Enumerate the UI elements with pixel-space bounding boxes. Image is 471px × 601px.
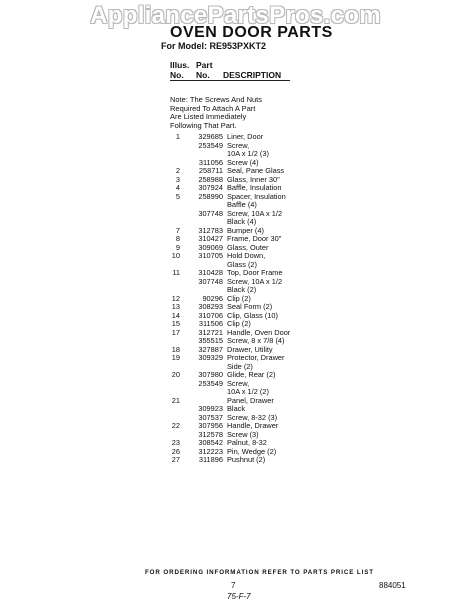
part-description: Glass (2) [227, 259, 257, 269]
part-number: 307748 [198, 276, 223, 286]
note-line: Following That Part. [170, 120, 237, 130]
part-description: Black (2) [227, 285, 257, 294]
part-number: 258988 [198, 174, 223, 184]
illus-number: 2 [175, 166, 180, 175]
part-description: Glass, Outer [227, 242, 269, 252]
part-number: 329685 [198, 132, 223, 141]
part-description: Panel, Drawer [227, 395, 274, 405]
illus-number: 12 [171, 293, 180, 303]
illus-number: 8 [175, 234, 180, 243]
part-description: Screw, [227, 378, 250, 388]
part-number: 310428 [198, 268, 223, 277]
note-block [170, 96, 290, 130]
part-number: 258711 [198, 166, 223, 175]
illus-number: 11 [172, 268, 180, 277]
page-title: OVEN DOOR PARTS [170, 24, 333, 41]
illus-number: 7 [175, 225, 180, 235]
header-illus-line1: Illus. [170, 60, 190, 70]
illus-number [170, 278, 180, 287]
part-description: Screw, 8-32 (3) [227, 412, 278, 422]
header-description: DESCRIPTION [223, 70, 282, 80]
illus-number: 14 [171, 310, 180, 320]
part-description: Glide, Rear (2) [227, 370, 276, 379]
part-description: Drawer, Utility [227, 344, 273, 354]
part-number: 307980 [198, 370, 223, 379]
part-description: Glass, Inner 30" [227, 174, 280, 184]
illus-number: 5 [175, 191, 180, 201]
part-number: 310706 [198, 310, 223, 320]
part-number: 307956 [198, 421, 223, 430]
illus-number: 15 [171, 319, 180, 328]
illus-number: 20 [171, 370, 180, 379]
page-number: 7 [231, 581, 236, 590]
illus-number [170, 201, 180, 210]
header-illus-line2: No. [170, 70, 184, 80]
part-description: Clip (2) [227, 319, 251, 328]
part-number: 309923 [198, 404, 223, 413]
part-description: Seal, Pane Glass [227, 166, 285, 175]
illus-number [170, 142, 180, 151]
part-description: Handle, Drawer [227, 421, 279, 430]
illus-number: 9 [175, 242, 180, 252]
part-description: Palnut, 8-32 [227, 438, 267, 447]
header-part-line1: Part [196, 60, 213, 70]
illus-number: 19 [171, 353, 180, 362]
illus-number: 4 [175, 183, 180, 192]
handwritten-code: 75-F-7 [227, 592, 251, 601]
part-description: Clip, Glass (10) [227, 310, 278, 320]
part-description: Screw, [227, 140, 250, 150]
document-number: 884051 [379, 581, 406, 590]
part-number: 311896 [198, 455, 223, 464]
part-description: Black (4) [227, 217, 257, 226]
part-description: 10A x 1/2 (3) [227, 149, 269, 158]
illus-number: 3 [175, 174, 180, 184]
header-rule [170, 80, 290, 81]
part-number: 309329 [198, 353, 223, 362]
part-number: 310427 [198, 234, 223, 243]
part-number: 307924 [198, 183, 223, 192]
illus-number: 27 [171, 455, 180, 464]
watermark-logo: AppliancePartsPros.com [90, 2, 381, 29]
part-description: Baffle, Insulation [227, 183, 282, 192]
part-description: Hold Down, [227, 251, 266, 260]
part-description: Seal Form (2) [227, 302, 273, 311]
part-number: 312223 [198, 446, 223, 456]
illus-number [170, 380, 180, 389]
part-description: Screw (4) [227, 157, 259, 167]
part-number: 312721 [198, 327, 223, 337]
part-description: Handle, Oven Door [227, 327, 291, 337]
part-number: 90296 [202, 293, 223, 303]
header-illus [170, 60, 189, 80]
part-description: Clip (2) [227, 293, 251, 303]
part-number: 311056 [198, 157, 223, 167]
part-number: 310705 [198, 251, 223, 260]
part-number: 308293 [198, 302, 223, 311]
illus-number [170, 150, 180, 159]
illus-number: 10 [171, 251, 180, 260]
part-description: Pushnut (2) [227, 455, 266, 464]
part-description: Baffle (4) [227, 200, 257, 209]
part-number [180, 388, 223, 397]
part-number: 307537 [198, 412, 223, 422]
note-line: Required To Attach A Part [170, 103, 256, 113]
part-number: 307748 [198, 208, 223, 218]
ordering-footer: FOR ORDERING INFORMATION REFER TO PARTS PRICE LIST [145, 569, 374, 576]
part-description: Screw (3) [227, 429, 259, 439]
part-number: 311506 [198, 319, 223, 328]
illus-number: 1 [175, 132, 180, 141]
part-number: 312578 [198, 429, 223, 439]
note-line: Note: The Screws And Nuts [170, 95, 262, 104]
part-number: 327887 [198, 344, 223, 354]
part-description: Bumper (4) [227, 225, 264, 235]
part-number: 355515 [198, 336, 223, 345]
parts-row [170, 456, 290, 465]
part-number: 258990 [198, 191, 223, 201]
part-description: Screw, 10A x 1/2 [227, 276, 283, 286]
illus-number: 18 [171, 344, 180, 354]
header-part [196, 60, 213, 80]
illus-number: 26 [171, 446, 180, 456]
part-description: Screw, 8 x 7/8 (4) [227, 336, 285, 345]
illus-number: 21 [171, 395, 180, 405]
part-description: Pin, Wedge (2) [227, 446, 277, 456]
model-line: For Model: RE953PXKT2 [161, 41, 267, 51]
part-description: Top, Door Frame [227, 268, 283, 277]
part-number: 308542 [198, 438, 223, 447]
parts-list [170, 133, 290, 465]
illus-number: 17 [171, 327, 180, 337]
part-description: Spacer, Insulation [227, 191, 286, 201]
part-number: 312783 [198, 225, 223, 235]
part-number: 309069 [198, 242, 223, 252]
part-number: 253549 [198, 378, 223, 388]
part-description: Liner, Door [227, 132, 264, 141]
part-number: 253549 [198, 140, 223, 150]
note-line: Are Listed Immediately [170, 112, 247, 121]
part-description: Frame, Door 30" [227, 234, 282, 243]
part-description: Screw, 10A x 1/2 [227, 208, 283, 218]
illus-number [170, 210, 180, 219]
illus-number: 22 [171, 421, 180, 430]
part-description: Black [227, 404, 246, 413]
part-description: Protector, Drawer [227, 353, 285, 362]
part-description: Side (2) [227, 361, 253, 371]
header-part-line2: No. [196, 70, 210, 80]
illus-number: 23 [171, 438, 180, 447]
illus-number [170, 405, 180, 414]
illus-number: 13 [171, 302, 180, 311]
part-description: 10A x 1/2 (2) [227, 387, 269, 396]
